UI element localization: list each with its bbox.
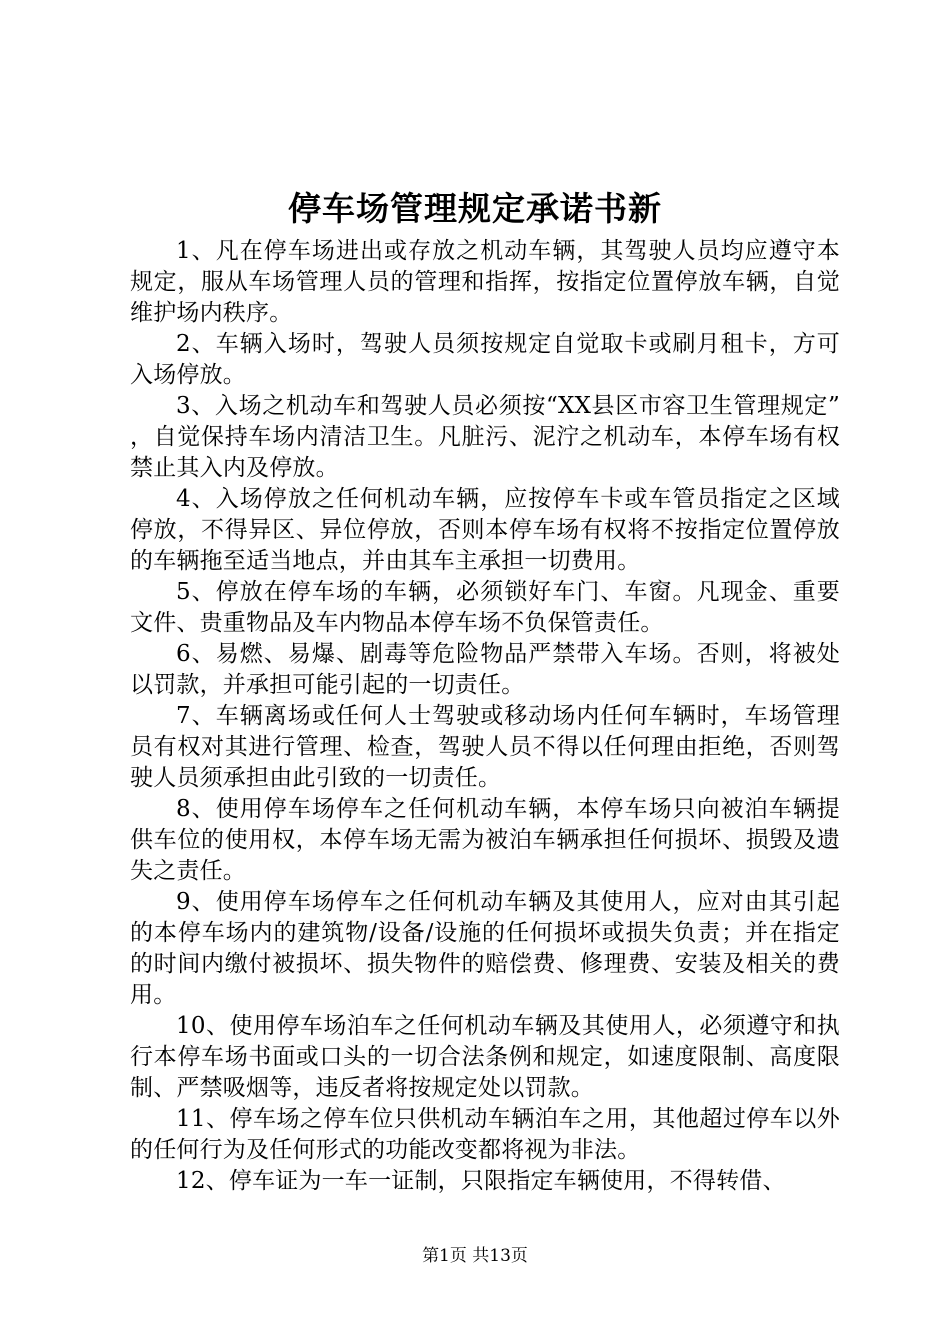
- paragraph-4: 4、入场停放之任何机动车辆，应按停车卡或车管员指定之区域停放，不得异区、异位停放，否则本停车场有权将不按指定位置停放的车辆拖至适当地点，并由其车主承担一切费用。: [130, 486, 840, 574]
- paragraph-8: 8、使用停车场停车之任何机动车辆，本停车场只向被泊车辆提供车位的使用权，本停车场无需为被泊车辆承担任何损坏、损毁及遗失之责任。: [130, 796, 840, 884]
- page-indicator: 第1页 共13页: [422, 1246, 528, 1266]
- paragraph-11: 11、停车场之停车位只供机动车辆泊车之用，其他超过停车以外的任何行为及任何形式的功能改变都将视为非法。: [130, 1106, 840, 1163]
- paragraph-12: 12、停车证为一车一证制，只限指定车辆使用，不得转借、: [176, 1168, 786, 1194]
- paragraph-2: 2、车辆入场时，驾驶人员须按规定自觉取卡或刷月租卡，方可入场停放。: [130, 331, 840, 388]
- paragraph-6: 6、易燃、易爆、剧毒等危险物品严禁带入车场。否则，将被处以罚款，并承担可能引起的一切责任。: [130, 641, 840, 698]
- paragraph-1: 1、凡在停车场进出或存放之机动车辆，其驾驶人员均应遵守本规定，服从车场管理人员的管理和指挥，按指定位置停放车辆，自觉维护场内秩序。: [130, 238, 840, 326]
- paragraph-5: 5、停放在停车场的车辆，必须锁好车门、车窗。凡现金、重要文件、贵重物品及车内物品本停车场不负保管责任。: [130, 579, 840, 636]
- paragraph-3: 3、入场之机动车和驾驶人员必须按“XX县区市容卫生管理规定”，自觉保持车场内清洁卫生。凡脏污、泥泞之机动车，本停车场有权禁止其入内及停放。: [130, 393, 840, 481]
- paragraph-10: 10、使用停车场泊车之任何机动车辆及其使用人，必须遵守和执行本停车场书面或口头的一切合法条例和规定，如速度限制、高度限制、严禁吸烟等，违反者将按规定处以罚款。: [130, 1013, 840, 1101]
- document-title: 停车场管理规定承诺书新: [288, 189, 662, 228]
- paragraph-9: 9、使用停车场停车之任何机动车辆及其使用人，应对由其引起的本停车场内的建筑物/设备/设施的任何损坏或损失负责；并在指定的时间内缴付被损坏、损失物件的赔偿费、修理费、安装及相关的费用。: [130, 889, 840, 1008]
- document-body: [130, 236, 840, 1197]
- paragraph-7: 7、车辆离场或任何人士驾驶或移动场内任何车辆时，车场管理员有权对其进行管理、检查，驾驶人员不得以任何理由拒绝，否则驾驶人员须承担由此引致的一切责任。: [130, 703, 840, 791]
